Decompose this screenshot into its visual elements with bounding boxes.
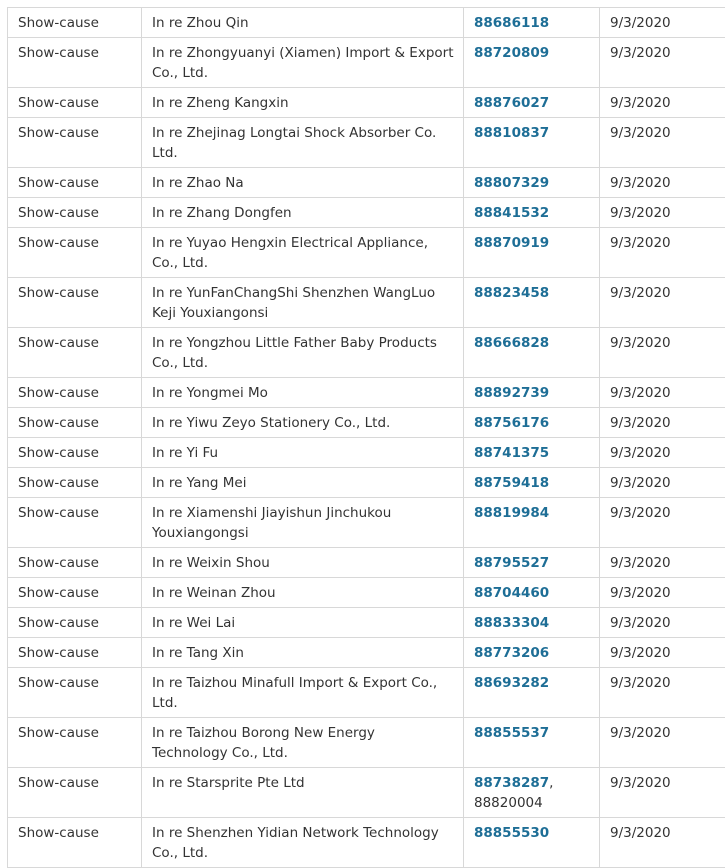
serial-number-cell	[464, 228, 600, 278]
serial-number-link[interactable]: 88810837	[474, 125, 549, 141]
case-title-cell: In re Zheng Kangxin	[142, 88, 464, 118]
table-row	[8, 198, 725, 228]
case-title-cell: In re Yongmei Mo	[142, 378, 464, 408]
case-title-cell: In re Yuyao Hengxin Electrical Appliance, Co., Ltd.	[142, 228, 464, 278]
case-title-cell: In re Shenzhen Yidian Network Technology Co., Ltd.	[142, 818, 464, 868]
table-row	[8, 118, 725, 168]
serial-number-link[interactable]: 88738287	[474, 775, 549, 791]
table-row	[8, 718, 725, 768]
serial-number-link[interactable]: 88693282	[474, 675, 549, 691]
proceeding-type-cell: Show-cause	[8, 578, 142, 608]
serial-number-link[interactable]: 88855530	[474, 825, 549, 841]
case-title-cell: In re Zhou Qin	[142, 8, 464, 38]
proceeding-type-cell: Show-cause	[8, 378, 142, 408]
serial-number-link[interactable]: 88741375	[474, 445, 549, 461]
serial-number-plain: 88820004	[474, 795, 543, 811]
date-cell: 9/3/2020	[600, 118, 725, 168]
serial-number-link[interactable]: 88704460	[474, 585, 549, 601]
proceeding-type-cell: Show-cause	[8, 638, 142, 668]
serial-number-cell	[464, 438, 600, 468]
serial-number-link[interactable]: 88807329	[474, 175, 549, 191]
case-title-cell: In re Yi Fu	[142, 438, 464, 468]
proceeding-type-cell: Show-cause	[8, 88, 142, 118]
serial-number-cell	[464, 638, 600, 668]
table-row	[8, 328, 725, 378]
proceeding-type-cell: Show-cause	[8, 468, 142, 498]
serial-number-cell	[464, 768, 600, 818]
date-cell: 9/3/2020	[600, 718, 725, 768]
serial-number-cell	[464, 818, 600, 868]
proceeding-type-cell: Show-cause	[8, 548, 142, 578]
date-cell: 9/3/2020	[600, 378, 725, 408]
serial-number-link[interactable]: 88855537	[474, 725, 549, 741]
case-title-cell: In re Starsprite Pte Ltd	[142, 768, 464, 818]
proceeding-type-cell: Show-cause	[8, 278, 142, 328]
serial-number-cell	[464, 38, 600, 88]
proceeding-type-cell: Show-cause	[8, 608, 142, 638]
serial-number-link[interactable]: 88841532	[474, 205, 549, 221]
table-row	[8, 818, 725, 868]
case-title-cell: In re Wei Lai	[142, 608, 464, 638]
case-title-cell: In re Zhang Dongfen	[142, 198, 464, 228]
serial-number-cell	[464, 198, 600, 228]
serial-number-cell	[464, 408, 600, 438]
case-title-cell: In re Yang Mei	[142, 468, 464, 498]
case-title-cell: In re Weinan Zhou	[142, 578, 464, 608]
serial-number-link[interactable]: 88876027	[474, 95, 549, 111]
date-cell: 9/3/2020	[600, 438, 725, 468]
date-cell: 9/3/2020	[600, 468, 725, 498]
date-cell: 9/3/2020	[600, 578, 725, 608]
date-cell: 9/3/2020	[600, 228, 725, 278]
proceeding-type-cell: Show-cause	[8, 38, 142, 88]
table-row	[8, 228, 725, 278]
serial-number-cell	[464, 468, 600, 498]
case-title-cell: In re Zhao Na	[142, 168, 464, 198]
serial-number-cell	[464, 548, 600, 578]
proceeding-type-cell: Show-cause	[8, 768, 142, 818]
serial-number-cell	[464, 498, 600, 548]
serial-number-link[interactable]: 88666828	[474, 335, 549, 351]
proceeding-type-cell: Show-cause	[8, 498, 142, 548]
date-cell: 9/3/2020	[600, 818, 725, 868]
table-row	[8, 278, 725, 328]
serial-number-cell	[464, 578, 600, 608]
serial-number-link[interactable]: 88870919	[474, 235, 549, 251]
date-cell: 9/3/2020	[600, 328, 725, 378]
date-cell: 9/3/2020	[600, 638, 725, 668]
serial-number-link[interactable]: 88686118	[474, 15, 549, 31]
table-row	[8, 668, 725, 718]
case-title-cell: In re Zhongyuanyi (Xiamen) Import & Export Co., Ltd.	[142, 38, 464, 88]
proceeding-type-cell: Show-cause	[8, 438, 142, 468]
case-title-cell: In re Yongzhou Little Father Baby Products Co., Ltd.	[142, 328, 464, 378]
date-cell: 9/3/2020	[600, 768, 725, 818]
serial-number-cell	[464, 718, 600, 768]
serial-number-cell	[464, 168, 600, 198]
date-cell: 9/3/2020	[600, 168, 725, 198]
number-separator: ,	[549, 775, 553, 791]
date-cell: 9/3/2020	[600, 408, 725, 438]
date-cell: 9/3/2020	[600, 88, 725, 118]
proceeding-type-cell: Show-cause	[8, 198, 142, 228]
serial-number-link[interactable]: 88795527	[474, 555, 549, 571]
serial-number-link[interactable]: 88720809	[474, 45, 549, 61]
table-row	[8, 468, 725, 498]
case-title-cell: In re Taizhou Minafull Import & Export Co., Ltd.	[142, 668, 464, 718]
proceeding-type-cell: Show-cause	[8, 718, 142, 768]
date-cell: 9/3/2020	[600, 668, 725, 718]
date-cell: 9/3/2020	[600, 38, 725, 88]
table-row	[8, 608, 725, 638]
table-row	[8, 498, 725, 548]
table-row	[8, 548, 725, 578]
serial-number-cell	[464, 278, 600, 328]
case-title-cell: In re Yiwu Zeyo Stationery Co., Ltd.	[142, 408, 464, 438]
serial-number-cell	[464, 8, 600, 38]
proceeding-type-cell: Show-cause	[8, 668, 142, 718]
decisions-table-body	[8, 8, 725, 868]
serial-number-cell	[464, 608, 600, 638]
proceeding-type-cell: Show-cause	[8, 408, 142, 438]
case-title-cell: In re Weixin Shou	[142, 548, 464, 578]
proceeding-type-cell: Show-cause	[8, 328, 142, 378]
serial-number-link[interactable]: 88823458	[474, 285, 549, 301]
table-row	[8, 768, 725, 818]
table-row	[8, 38, 725, 88]
serial-number-link[interactable]: 88773206	[474, 645, 549, 661]
proceeding-type-cell: Show-cause	[8, 118, 142, 168]
date-cell: 9/3/2020	[600, 548, 725, 578]
date-cell: 9/3/2020	[600, 498, 725, 548]
table-row	[8, 378, 725, 408]
date-cell: 9/3/2020	[600, 608, 725, 638]
case-title-cell: In re YunFanChangShi Shenzhen WangLuo Keji Youxiangonsi	[142, 278, 464, 328]
date-cell: 9/3/2020	[600, 198, 725, 228]
table-row	[8, 168, 725, 198]
table-row	[8, 8, 725, 38]
proceeding-type-cell: Show-cause	[8, 228, 142, 278]
decisions-table	[7, 7, 725, 868]
serial-number-cell	[464, 88, 600, 118]
table-row	[8, 408, 725, 438]
serial-number-cell	[464, 668, 600, 718]
proceeding-type-cell: Show-cause	[8, 168, 142, 198]
table-row	[8, 578, 725, 608]
case-title-cell: In re Zhejinag Longtai Shock Absorber Co. Ltd.	[142, 118, 464, 168]
table-row	[8, 638, 725, 668]
case-title-cell: In re Tang Xin	[142, 638, 464, 668]
case-title-cell: In re Taizhou Borong New Energy Technology Co., Ltd.	[142, 718, 464, 768]
serial-number-link[interactable]: 88759418	[474, 475, 549, 491]
serial-number-cell	[464, 378, 600, 408]
table-row	[8, 438, 725, 468]
serial-number-link[interactable]: 88819984	[474, 505, 549, 521]
serial-number-link[interactable]: 88892739	[474, 385, 549, 401]
proceeding-type-cell: Show-cause	[8, 8, 142, 38]
table-row	[8, 88, 725, 118]
serial-number-cell	[464, 328, 600, 378]
serial-number-link[interactable]: 88833304	[474, 615, 549, 631]
serial-number-cell	[464, 118, 600, 168]
proceeding-type-cell: Show-cause	[8, 818, 142, 868]
date-cell: 9/3/2020	[600, 8, 725, 38]
date-cell: 9/3/2020	[600, 278, 725, 328]
serial-number-link[interactable]: 88756176	[474, 415, 549, 431]
case-title-cell: In re Xiamenshi Jiayishun Jinchukou Youxiangongsi	[142, 498, 464, 548]
